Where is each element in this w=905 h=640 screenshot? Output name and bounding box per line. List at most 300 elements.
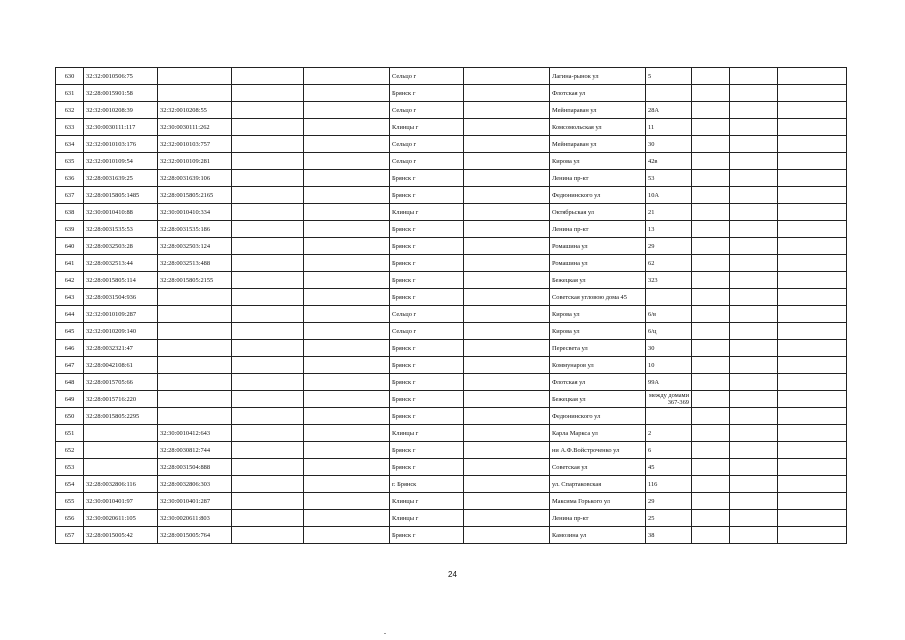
cell-settlement: г. Брянск bbox=[390, 476, 464, 493]
cell-settlement: Брянск г bbox=[390, 527, 464, 544]
cell-settlement: Клинцы г bbox=[390, 119, 464, 136]
cell-street: Советская ул bbox=[550, 459, 646, 476]
cell-building-cadastral-number: 32:32:0010109:281 bbox=[158, 153, 232, 170]
cell-building-cadastral-number: 32:28:0032503:124 bbox=[158, 238, 232, 255]
cell-house-number: 53 bbox=[646, 170, 692, 187]
cell-street: Федюнинского ул bbox=[550, 187, 646, 204]
cell-house-number: 323 bbox=[646, 272, 692, 289]
cell-col-10 bbox=[692, 510, 730, 527]
cell-col-4 bbox=[232, 221, 304, 238]
cell-building-cadastral-number: 32:32:0010103:757 bbox=[158, 136, 232, 153]
cell-col-11 bbox=[730, 255, 778, 272]
cell-col-12 bbox=[778, 527, 847, 544]
cell-col-5 bbox=[304, 391, 390, 408]
cell-col-11 bbox=[730, 408, 778, 425]
cell-col-4 bbox=[232, 102, 304, 119]
cell-row-number: 650 bbox=[56, 408, 84, 425]
cell-settlement: Брянск г bbox=[390, 374, 464, 391]
cell-cadastral-number: 32:28:0031535:53 bbox=[84, 221, 158, 238]
cell-row-number: 639 bbox=[56, 221, 84, 238]
cell-col-7 bbox=[464, 136, 550, 153]
cell-col-7 bbox=[464, 238, 550, 255]
cell-row-number: 630 bbox=[56, 68, 84, 85]
cell-street: Федюнинского ул bbox=[550, 408, 646, 425]
cell-col-10 bbox=[692, 119, 730, 136]
cell-row-number: 642 bbox=[56, 272, 84, 289]
cell-row-number: 632 bbox=[56, 102, 84, 119]
cell-building-cadastral-number: 32:28:0032513:488 bbox=[158, 255, 232, 272]
cell-col-12 bbox=[778, 459, 847, 476]
cell-col-11 bbox=[730, 136, 778, 153]
table-row bbox=[56, 476, 847, 493]
cell-col-12 bbox=[778, 357, 847, 374]
cell-col-4 bbox=[232, 170, 304, 187]
cell-house-number: 11 bbox=[646, 119, 692, 136]
cell-cadastral-number: 32:28:0015901:58 bbox=[84, 85, 158, 102]
cell-cadastral-number: 32:32:0010506:75 bbox=[84, 68, 158, 85]
cell-col-10 bbox=[692, 204, 730, 221]
cell-cadastral-number: 32:28:0031504:936 bbox=[84, 289, 158, 306]
cell-house-number: 6 bbox=[646, 442, 692, 459]
cell-col-10 bbox=[692, 68, 730, 85]
cell-settlement: Брянск г bbox=[390, 272, 464, 289]
table-row bbox=[56, 340, 847, 357]
cell-col-11 bbox=[730, 493, 778, 510]
cell-col-7 bbox=[464, 323, 550, 340]
cell-col-5 bbox=[304, 442, 390, 459]
cell-settlement: Брянск г bbox=[390, 221, 464, 238]
cell-building-cadastral-number: 32:28:0031639:106 bbox=[158, 170, 232, 187]
cell-street: Октябрьская ул bbox=[550, 204, 646, 221]
cell-house-number: между домами 367-369 bbox=[646, 391, 692, 408]
cell-cadastral-number: 32:28:0032503:28 bbox=[84, 238, 158, 255]
cell-cadastral-number: 32:32:0010103:176 bbox=[84, 136, 158, 153]
cell-col-5 bbox=[304, 357, 390, 374]
cell-col-7 bbox=[464, 119, 550, 136]
cell-cadastral-number: 32:30:0010401:97 bbox=[84, 493, 158, 510]
cell-settlement: Клинцы г bbox=[390, 510, 464, 527]
cell-building-cadastral-number: 32:28:0031535:186 bbox=[158, 221, 232, 238]
cell-street: Кирова ул bbox=[550, 323, 646, 340]
cell-settlement: Брянск г bbox=[390, 255, 464, 272]
scan-artifact bbox=[384, 633, 386, 634]
cell-building-cadastral-number bbox=[158, 408, 232, 425]
cell-settlement: Брянск г bbox=[390, 391, 464, 408]
cell-settlement: Клинцы г bbox=[390, 493, 464, 510]
cell-col-4 bbox=[232, 289, 304, 306]
cell-building-cadastral-number: 32:30:0010412:643 bbox=[158, 425, 232, 442]
cell-col-5 bbox=[304, 153, 390, 170]
cell-building-cadastral-number: 32:30:0030111:262 bbox=[158, 119, 232, 136]
cell-settlement: Сельцо г bbox=[390, 153, 464, 170]
cell-col-12 bbox=[778, 374, 847, 391]
cell-col-10 bbox=[692, 476, 730, 493]
table-row bbox=[56, 221, 847, 238]
cell-col-12 bbox=[778, 221, 847, 238]
cell-house-number: 6/ц bbox=[646, 323, 692, 340]
cell-col-5 bbox=[304, 289, 390, 306]
cell-col-12 bbox=[778, 510, 847, 527]
cell-cadastral-number: 32:28:0032321:47 bbox=[84, 340, 158, 357]
cell-row-number: 633 bbox=[56, 119, 84, 136]
cell-col-7 bbox=[464, 357, 550, 374]
cell-col-11 bbox=[730, 442, 778, 459]
cell-col-10 bbox=[692, 408, 730, 425]
cell-street: Кирова ул bbox=[550, 153, 646, 170]
cell-col-4 bbox=[232, 272, 304, 289]
cell-house-number bbox=[646, 408, 692, 425]
cell-col-5 bbox=[304, 510, 390, 527]
cell-building-cadastral-number bbox=[158, 323, 232, 340]
cell-col-10 bbox=[692, 187, 730, 204]
cell-house-number: 29 bbox=[646, 493, 692, 510]
cell-street: Карла Маркса ул bbox=[550, 425, 646, 442]
table-row bbox=[56, 85, 847, 102]
cell-col-12 bbox=[778, 136, 847, 153]
cell-col-5 bbox=[304, 408, 390, 425]
cell-row-number: 651 bbox=[56, 425, 84, 442]
cell-col-7 bbox=[464, 289, 550, 306]
cell-street: Бежецкая ул bbox=[550, 391, 646, 408]
cell-street: Ленина пр-кт bbox=[550, 510, 646, 527]
cell-col-12 bbox=[778, 68, 847, 85]
cell-col-4 bbox=[232, 238, 304, 255]
cell-col-7 bbox=[464, 408, 550, 425]
cell-row-number: 644 bbox=[56, 306, 84, 323]
cell-row-number: 634 bbox=[56, 136, 84, 153]
cell-col-7 bbox=[464, 221, 550, 238]
cell-col-10 bbox=[692, 357, 730, 374]
table-row bbox=[56, 68, 847, 85]
cell-col-10 bbox=[692, 153, 730, 170]
cell-row-number: 641 bbox=[56, 255, 84, 272]
cell-col-12 bbox=[778, 476, 847, 493]
cell-settlement: Брянск г bbox=[390, 85, 464, 102]
cell-col-10 bbox=[692, 425, 730, 442]
registry-table-body bbox=[56, 68, 847, 544]
cell-col-4 bbox=[232, 476, 304, 493]
cell-col-7 bbox=[464, 391, 550, 408]
cell-col-5 bbox=[304, 493, 390, 510]
cell-col-7 bbox=[464, 170, 550, 187]
cell-cadastral-number: 32:30:0010410:88 bbox=[84, 204, 158, 221]
cell-col-11 bbox=[730, 527, 778, 544]
cell-row-number: 652 bbox=[56, 442, 84, 459]
cell-col-10 bbox=[692, 340, 730, 357]
cell-col-10 bbox=[692, 391, 730, 408]
cell-col-11 bbox=[730, 357, 778, 374]
cell-cadastral-number: 32:32:0010109:54 bbox=[84, 153, 158, 170]
table-row bbox=[56, 289, 847, 306]
cell-cadastral-number bbox=[84, 459, 158, 476]
cell-house-number bbox=[646, 289, 692, 306]
table-row bbox=[56, 238, 847, 255]
cell-col-5 bbox=[304, 340, 390, 357]
cell-street: Максима Горького ул bbox=[550, 493, 646, 510]
cell-settlement: Клинцы г bbox=[390, 425, 464, 442]
cell-street: Ленина пр-кт bbox=[550, 221, 646, 238]
cell-street: Комсомольская ул bbox=[550, 119, 646, 136]
cell-col-7 bbox=[464, 68, 550, 85]
table-row bbox=[56, 391, 847, 408]
cell-col-4 bbox=[232, 68, 304, 85]
cell-col-10 bbox=[692, 221, 730, 238]
cell-cadastral-number: 32:28:0032806:116 bbox=[84, 476, 158, 493]
cell-col-12 bbox=[778, 153, 847, 170]
cell-col-12 bbox=[778, 493, 847, 510]
cell-house-number: 38 bbox=[646, 527, 692, 544]
cell-col-5 bbox=[304, 255, 390, 272]
cell-cadastral-number: 32:28:0015805:2295 bbox=[84, 408, 158, 425]
cell-cadastral-number: 32:32:0010209:140 bbox=[84, 323, 158, 340]
cell-col-11 bbox=[730, 510, 778, 527]
cell-cadastral-number: 32:28:0015805:114 bbox=[84, 272, 158, 289]
cell-col-10 bbox=[692, 306, 730, 323]
cell-col-12 bbox=[778, 204, 847, 221]
cell-street: Ромашина ул bbox=[550, 238, 646, 255]
cell-col-7 bbox=[464, 510, 550, 527]
cell-col-11 bbox=[730, 289, 778, 306]
cell-col-11 bbox=[730, 391, 778, 408]
cell-col-4 bbox=[232, 442, 304, 459]
cell-building-cadastral-number bbox=[158, 306, 232, 323]
table-row bbox=[56, 306, 847, 323]
table-row bbox=[56, 204, 847, 221]
cell-street: Советская угловою дома 45 bbox=[550, 289, 646, 306]
cell-settlement: Брянск г bbox=[390, 408, 464, 425]
cell-house-number: 28А bbox=[646, 102, 692, 119]
cell-street: Пересвета ул bbox=[550, 340, 646, 357]
cell-col-10 bbox=[692, 493, 730, 510]
cell-street: Флотская ул bbox=[550, 374, 646, 391]
cell-col-12 bbox=[778, 289, 847, 306]
table-row bbox=[56, 102, 847, 119]
cell-row-number: 631 bbox=[56, 85, 84, 102]
cell-col-11 bbox=[730, 323, 778, 340]
cell-col-11 bbox=[730, 170, 778, 187]
cell-settlement: Брянск г bbox=[390, 238, 464, 255]
cell-col-7 bbox=[464, 85, 550, 102]
cell-col-10 bbox=[692, 255, 730, 272]
cell-cadastral-number: 32:28:0015805:1485 bbox=[84, 187, 158, 204]
cell-house-number: 2 bbox=[646, 425, 692, 442]
cell-settlement: Брянск г bbox=[390, 289, 464, 306]
cell-col-11 bbox=[730, 119, 778, 136]
cell-col-5 bbox=[304, 527, 390, 544]
cell-col-7 bbox=[464, 272, 550, 289]
cell-col-5 bbox=[304, 306, 390, 323]
cell-settlement: Сельцо г bbox=[390, 68, 464, 85]
cell-col-5 bbox=[304, 425, 390, 442]
cell-cadastral-number: 32:28:0015005:42 bbox=[84, 527, 158, 544]
table-row bbox=[56, 119, 847, 136]
cell-col-4 bbox=[232, 306, 304, 323]
cell-col-10 bbox=[692, 85, 730, 102]
cell-col-5 bbox=[304, 68, 390, 85]
cell-col-7 bbox=[464, 204, 550, 221]
cell-settlement: Брянск г bbox=[390, 357, 464, 374]
cell-street: Ленина пр-кт bbox=[550, 170, 646, 187]
table-row bbox=[56, 272, 847, 289]
cell-col-12 bbox=[778, 255, 847, 272]
cell-street: ул. Спартаковская bbox=[550, 476, 646, 493]
cell-col-5 bbox=[304, 204, 390, 221]
cell-col-4 bbox=[232, 510, 304, 527]
cell-row-number: 645 bbox=[56, 323, 84, 340]
cell-cadastral-number: 32:28:0032513:44 bbox=[84, 255, 158, 272]
cell-cadastral-number: 32:28:0015716:220 bbox=[84, 391, 158, 408]
cell-row-number: 643 bbox=[56, 289, 84, 306]
cell-col-5 bbox=[304, 136, 390, 153]
cell-building-cadastral-number: 32:30:0010401:287 bbox=[158, 493, 232, 510]
cell-col-11 bbox=[730, 102, 778, 119]
cell-house-number: 6/в bbox=[646, 306, 692, 323]
cell-house-number: 13 bbox=[646, 221, 692, 238]
table-row bbox=[56, 408, 847, 425]
cell-col-10 bbox=[692, 238, 730, 255]
cell-house-number: 29 bbox=[646, 238, 692, 255]
cell-col-11 bbox=[730, 340, 778, 357]
cell-col-7 bbox=[464, 527, 550, 544]
cell-row-number: 654 bbox=[56, 476, 84, 493]
cell-building-cadastral-number: 32:28:0031504:888 bbox=[158, 459, 232, 476]
cell-col-7 bbox=[464, 374, 550, 391]
cell-row-number: 646 bbox=[56, 340, 84, 357]
cell-col-4 bbox=[232, 204, 304, 221]
cell-house-number: 5 bbox=[646, 68, 692, 85]
cell-settlement: Сельцо г bbox=[390, 323, 464, 340]
cell-settlement: Сельцо г bbox=[390, 136, 464, 153]
cell-col-4 bbox=[232, 425, 304, 442]
cell-col-11 bbox=[730, 221, 778, 238]
cell-street: Ромашина ул bbox=[550, 255, 646, 272]
cell-col-12 bbox=[778, 408, 847, 425]
cell-settlement: Брянск г bbox=[390, 340, 464, 357]
cell-settlement: Клинцы г bbox=[390, 204, 464, 221]
cell-col-5 bbox=[304, 187, 390, 204]
cell-house-number: 25 bbox=[646, 510, 692, 527]
cell-col-5 bbox=[304, 323, 390, 340]
cell-cadastral-number: 32:28:0042108:61 bbox=[84, 357, 158, 374]
cell-col-4 bbox=[232, 85, 304, 102]
table-row bbox=[56, 527, 847, 544]
cell-col-7 bbox=[464, 442, 550, 459]
cell-settlement: Брянск г bbox=[390, 459, 464, 476]
table-row bbox=[56, 170, 847, 187]
cell-row-number: 636 bbox=[56, 170, 84, 187]
cell-settlement: Сельцо г bbox=[390, 306, 464, 323]
cell-col-5 bbox=[304, 221, 390, 238]
cell-house-number: 30 bbox=[646, 340, 692, 357]
cell-street: ни А.Ф.Войстроченко ул bbox=[550, 442, 646, 459]
cell-building-cadastral-number: 32:28:0030812:744 bbox=[158, 442, 232, 459]
cell-col-4 bbox=[232, 527, 304, 544]
cell-house-number: 62 bbox=[646, 255, 692, 272]
cell-col-12 bbox=[778, 323, 847, 340]
cell-col-11 bbox=[730, 306, 778, 323]
cell-street: Мейнпараван ул bbox=[550, 136, 646, 153]
cell-cadastral-number: 32:28:0015705:66 bbox=[84, 374, 158, 391]
cell-col-5 bbox=[304, 238, 390, 255]
cell-house-number: 99А bbox=[646, 374, 692, 391]
cell-col-12 bbox=[778, 238, 847, 255]
cell-row-number: 656 bbox=[56, 510, 84, 527]
table-row bbox=[56, 136, 847, 153]
cell-col-4 bbox=[232, 374, 304, 391]
cell-street: Лагина-рынок ул bbox=[550, 68, 646, 85]
cell-col-11 bbox=[730, 374, 778, 391]
cell-cadastral-number: 32:30:0020611:105 bbox=[84, 510, 158, 527]
table-row bbox=[56, 187, 847, 204]
table-row bbox=[56, 374, 847, 391]
cell-col-7 bbox=[464, 476, 550, 493]
cell-row-number: 640 bbox=[56, 238, 84, 255]
cell-col-11 bbox=[730, 85, 778, 102]
cell-col-11 bbox=[730, 459, 778, 476]
cell-building-cadastral-number bbox=[158, 374, 232, 391]
cell-cadastral-number bbox=[84, 425, 158, 442]
table-row bbox=[56, 153, 847, 170]
cell-street: Флотская ул bbox=[550, 85, 646, 102]
cell-row-number: 649 bbox=[56, 391, 84, 408]
cell-col-4 bbox=[232, 391, 304, 408]
cell-cadastral-number: 32:32:0010208:39 bbox=[84, 102, 158, 119]
cell-col-10 bbox=[692, 459, 730, 476]
cell-row-number: 638 bbox=[56, 204, 84, 221]
cell-cadastral-number: 32:30:0030111:117 bbox=[84, 119, 158, 136]
cell-row-number: 635 bbox=[56, 153, 84, 170]
cell-street: Кирова ул bbox=[550, 306, 646, 323]
cell-cadastral-number: 32:28:0031639:25 bbox=[84, 170, 158, 187]
cell-building-cadastral-number: 32:30:0020611:803 bbox=[158, 510, 232, 527]
table-row bbox=[56, 510, 847, 527]
table-row bbox=[56, 493, 847, 510]
cell-street: Камозина ул bbox=[550, 527, 646, 544]
cell-col-4 bbox=[232, 323, 304, 340]
cell-building-cadastral-number: 32:32:0010208:55 bbox=[158, 102, 232, 119]
cell-col-10 bbox=[692, 136, 730, 153]
page-number: 24 bbox=[448, 570, 457, 579]
table-row bbox=[56, 442, 847, 459]
table-row bbox=[56, 357, 847, 374]
cell-col-5 bbox=[304, 272, 390, 289]
cell-row-number: 655 bbox=[56, 493, 84, 510]
cell-row-number: 647 bbox=[56, 357, 84, 374]
cell-row-number: 657 bbox=[56, 527, 84, 544]
registry-table bbox=[55, 67, 847, 544]
cell-building-cadastral-number bbox=[158, 340, 232, 357]
cell-settlement: Брянск г bbox=[390, 170, 464, 187]
cell-house-number bbox=[646, 85, 692, 102]
cell-col-7 bbox=[464, 340, 550, 357]
cell-col-10 bbox=[692, 170, 730, 187]
cell-col-11 bbox=[730, 476, 778, 493]
cell-house-number: 21 bbox=[646, 204, 692, 221]
cell-settlement: Брянск г bbox=[390, 187, 464, 204]
cell-col-12 bbox=[778, 442, 847, 459]
table-row bbox=[56, 425, 847, 442]
cell-col-12 bbox=[778, 306, 847, 323]
cell-col-5 bbox=[304, 476, 390, 493]
cell-col-10 bbox=[692, 527, 730, 544]
cell-col-12 bbox=[778, 119, 847, 136]
cell-col-7 bbox=[464, 102, 550, 119]
cell-col-10 bbox=[692, 102, 730, 119]
cell-col-4 bbox=[232, 187, 304, 204]
cell-building-cadastral-number bbox=[158, 289, 232, 306]
cell-col-7 bbox=[464, 255, 550, 272]
cell-col-12 bbox=[778, 391, 847, 408]
